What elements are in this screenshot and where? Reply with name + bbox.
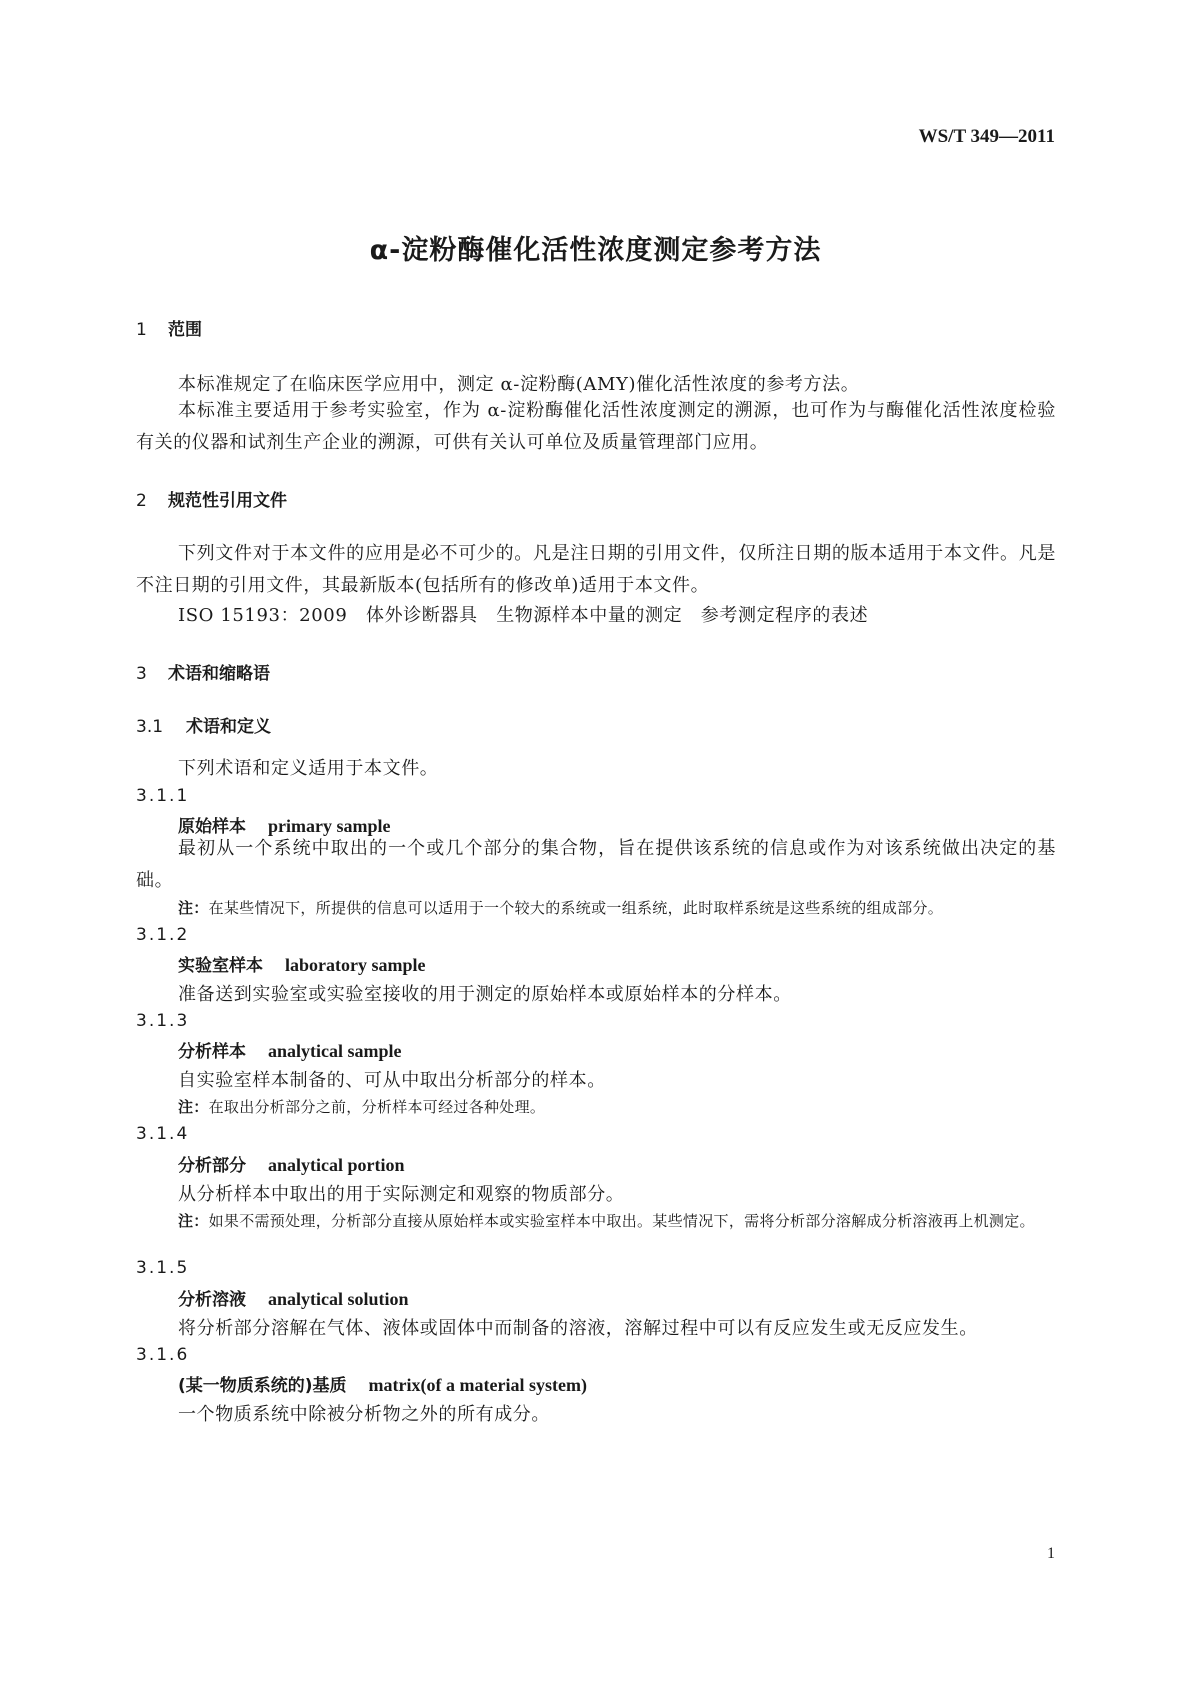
note-label: 注：: [178, 899, 209, 917]
clause-number: 3.1.1: [136, 786, 190, 806]
page-number: 1: [1047, 1545, 1055, 1562]
term-note: [178, 1209, 1087, 1233]
terms-intro: 下列术语和定义适用于本文件。: [178, 758, 439, 779]
subsection-title: 术语和定义: [186, 717, 271, 737]
term-heading: [178, 951, 425, 976]
term-en: analytical portion: [268, 1155, 405, 1175]
term-heading: [178, 1371, 587, 1396]
clause-number: 3.1.2: [136, 925, 190, 945]
section-2-paragraph-1: 下列文件对于本文件的应用是必不可少的。凡是注日期的引用文件，仅所注日期的版本适用于本文件。凡是不注日期的引用文件，其最新版本(包括所有的修改单)适用于本文件。: [136, 543, 1056, 596]
clause-number: 3.1.5: [136, 1258, 190, 1278]
term-zh: (某一物质系统的)基质: [178, 1376, 347, 1396]
term-zh: 分析溶液: [178, 1290, 246, 1310]
note-text: 在取出分析部分之前，分析样本可经过各种处理。: [208, 1098, 546, 1116]
term-zh: 分析部分: [178, 1156, 246, 1176]
section-2-heading: [136, 486, 287, 511]
term-en: analytical solution: [268, 1289, 409, 1309]
section-number: 2: [136, 491, 147, 511]
term-definition: 最初从一个系统中取出的一个或几个部分的集合物，旨在提供该系统的信息或作为对该系统做出决定的基础。: [136, 838, 1056, 891]
section-1-paragraph-1: 本标准规定了在临床医学应用中，测定 α-淀粉酶(AMY)催化活性浓度的参考方法。: [178, 374, 860, 395]
section-title: 规范性引用文件: [168, 491, 287, 511]
section-3-heading: [136, 659, 270, 684]
section-1-paragraph-2: 本标准主要适用于参考实验室，作为 α-淀粉酶催化活性浓度测定的溯源，也可作为与酶催化活性浓度检验有关的仪器和试剂生产企业的溯源，可供有关认可单位及质量管理部门应用。: [136, 400, 1056, 453]
term-zh: 实验室样本: [178, 956, 263, 976]
term-definition: 准备送到实验室或实验室接收的用于测定的原始样本或原始样本的分样本。: [178, 984, 792, 1005]
clause-number: 3.1.3: [136, 1011, 190, 1031]
term-definition: 将分析部分溶解在气体、液体或固体中而制备的溶液，溶解过程中可以有反应发生或无反应发生。: [178, 1318, 978, 1339]
term-zh: 原始样本: [178, 817, 246, 837]
term-definition: 从分析样本中取出的用于实际测定和观察的物质部分。: [178, 1184, 625, 1205]
note-text: 如果不需预处理，分析部分直接从原始样本或实验室样本中取出。某些情况下，需将分析部分溶解成分析溶液再上机测定。: [208, 1212, 1035, 1230]
subsection-3-1-heading: [136, 712, 271, 737]
clause-number: 3.1.6: [136, 1345, 190, 1365]
term-note: [178, 1096, 545, 1117]
section-title: 术语和缩略语: [168, 664, 270, 684]
term-definition: 一个物质系统中除被分析物之外的所有成分。: [178, 1404, 550, 1425]
term-heading: [178, 1285, 409, 1310]
term-en: primary sample: [268, 816, 391, 836]
section-number: 3: [136, 664, 147, 684]
document-title: α-淀粉酶催化活性浓度测定参考方法: [369, 235, 822, 266]
section-title: 范围: [168, 320, 202, 340]
normative-reference: ISO 15193：2009 体外诊断器具 生物源样本中量的测定 参考测定程序的表述: [178, 605, 869, 626]
term-heading: [178, 1151, 405, 1176]
section-1-heading: [136, 315, 202, 340]
note-label: 注：: [178, 1098, 209, 1116]
note-label: 注：: [178, 1212, 209, 1230]
term-heading: [178, 1037, 402, 1062]
term-definition: 自实验室样本制备的、可从中取出分析部分的样本。: [178, 1070, 606, 1091]
note-text: 在某些情况下，所提供的信息可以适用于一个较大的系统或一组系统，此时取样系统是这些系统的组成部分。: [208, 899, 944, 917]
section-number: 1: [136, 320, 147, 340]
standard-code: WS/T 349—2011: [918, 126, 1055, 147]
term-en: analytical sample: [268, 1041, 402, 1061]
subsection-number: 3.1: [136, 717, 164, 737]
term-en: matrix(of a material system): [368, 1375, 587, 1395]
term-note: [178, 897, 943, 918]
clause-number: 3.1.4: [136, 1124, 190, 1144]
term-en: laboratory sample: [285, 955, 426, 975]
term-zh: 分析样本: [178, 1042, 246, 1062]
